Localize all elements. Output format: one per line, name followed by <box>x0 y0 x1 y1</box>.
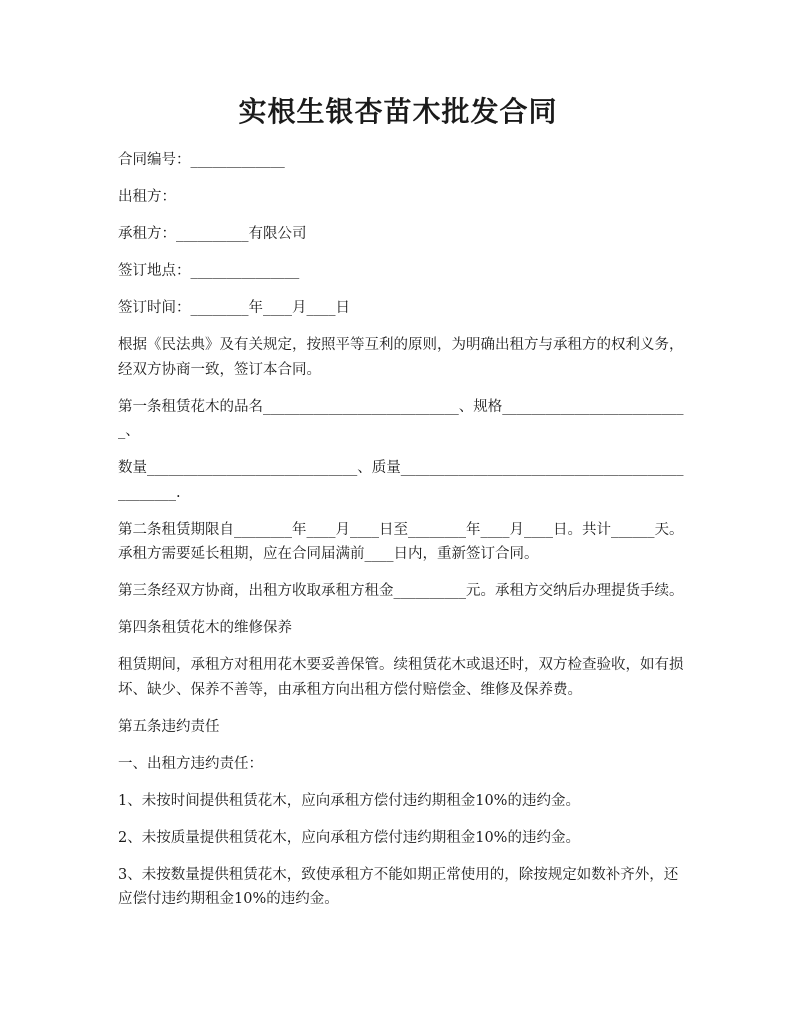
contract-number-line: 合同编号：_____________ <box>118 152 285 168</box>
liability-item-3: 3、未按数量提供租赁花木，致使承租方不能如期正常使用的，除按规定如数补齐外，还应偿付违约期租金10%的违约金。 <box>118 866 679 907</box>
signing-place-line: 签订地点：_______________ <box>118 263 300 279</box>
lessee-line: 承租方：__________有限公司 <box>118 226 307 242</box>
signing-date-line: 签订时间：________年____月____日 <box>118 300 350 316</box>
article-1-quantity-quality: 数量_____________________________、质量_______________________________________________. <box>118 460 684 501</box>
article-2-lease-term: 第二条租赁期限自________年____月____日至________年____月____日。共计______天。承租方需要延长租期，应在合同届满前____日内，重新签订合同。 <box>118 521 684 562</box>
liability-item-1: 1、未按时间提供租赁花木，应向承租方偿付违约期租金10%的违约金。 <box>118 792 580 809</box>
document-title: 实根生银杏苗木批发合同 <box>238 95 558 128</box>
article-1-name-spec: 第一条租赁花木的品名___________________________、规格__________________________、 <box>118 398 684 439</box>
lessor-line: 出租方： <box>118 189 176 205</box>
article-4-heading: 第四条租赁花木的维修保养 <box>118 620 292 636</box>
preamble-paragraph: 根据《民法典》及有关规定，按照平等互利的原则，为明确出租方与承租方的权利义务，经双方协商一致，签订本合同。 <box>118 337 684 378</box>
liability-item-2: 2、未按质量提供租赁花木，应向承租方偿付违约期租金10%的违约金。 <box>118 829 580 846</box>
article-4-maintenance: 租赁期间，承租方对租用花木要妥善保管。续租赁花木或退还时，双方检查验收，如有损坏、缺少、保养不善等，由承租方向出租方偿付赔偿金、维修及保养费。 <box>118 657 684 698</box>
lessor-liability-heading: 一、出租方违约责任： <box>118 755 263 772</box>
document-body <box>118 148 688 924</box>
article-3-rent: 第三条经双方协商，出租方收取承租方租金__________元。承租方交纳后办理提货手续。 <box>118 583 684 599</box>
article-5-heading: 第五条违约责任 <box>118 718 220 735</box>
